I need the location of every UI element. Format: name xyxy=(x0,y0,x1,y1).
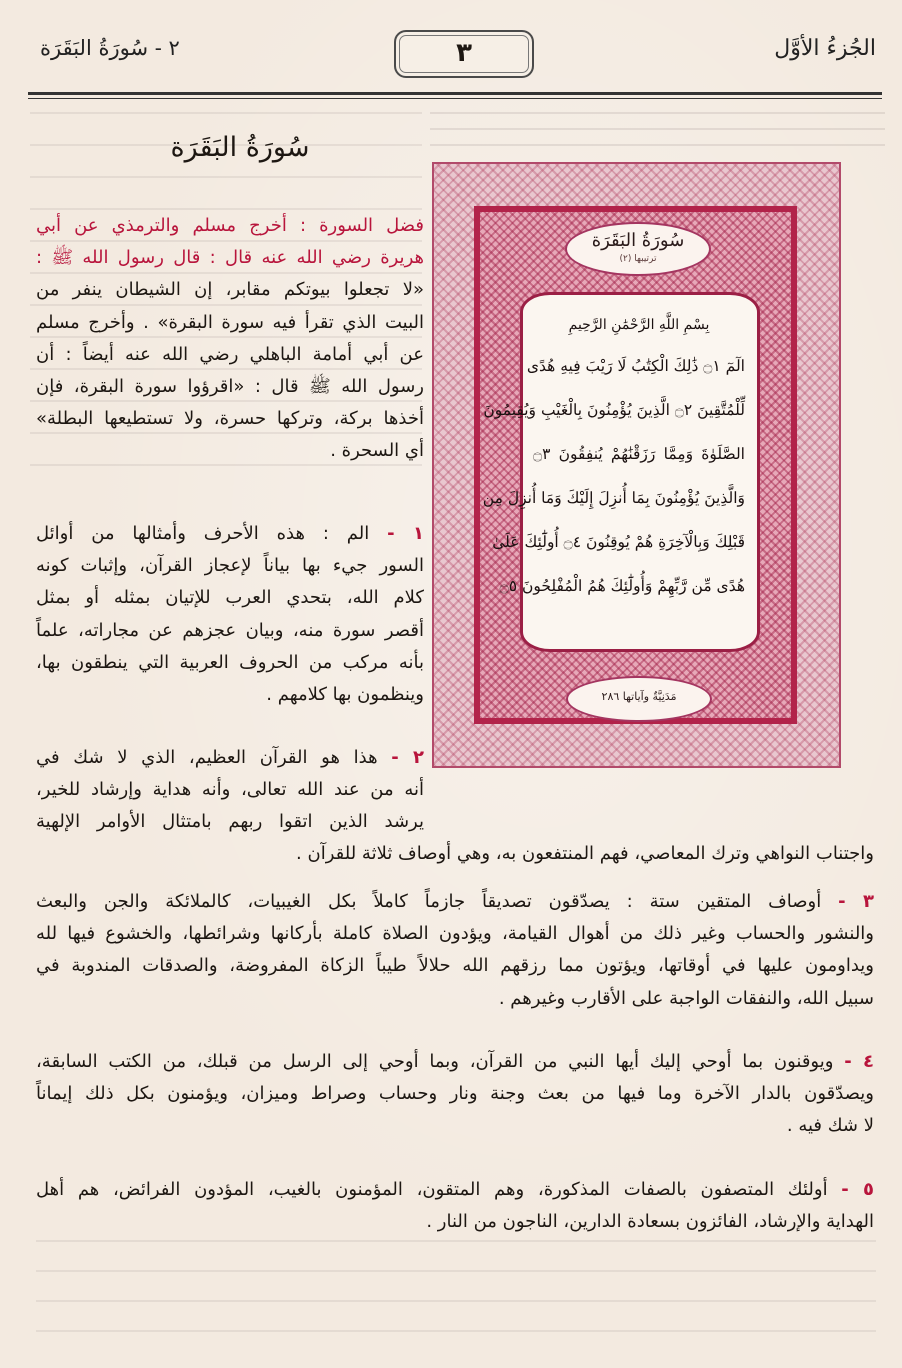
intro-line: «لا تجعلوا بيوتكم مقابر، إن الشيطان ينفر من xyxy=(36,279,424,301)
note-line: كلام الله، بتحدي العرب للإتيان بمثله أو بمثل xyxy=(36,587,424,609)
note-line: أقصر سورة منه، وبيان عجزهم عن مجاراته، علماً xyxy=(36,619,424,641)
note-line: ويصدّقون بالدار الآخرة وما فيها من بعث وجنة ونار وحساب وصراط وميزان، ويؤمنون بكل ذلك إيماناً xyxy=(36,1083,874,1105)
note-5 xyxy=(36,1174,874,1238)
note-line: السور جيء بها بياناً لإعجاز القرآن، وإثبات كونه xyxy=(36,555,424,577)
verse-panel xyxy=(482,292,760,652)
note-line: واجتناب النواهي وترك المعاصي، فهم المنتفعون به، وهي أوصاف ثلاثة للقرآن . xyxy=(296,843,874,864)
cartouche-order: ترتيبها (٢) xyxy=(619,254,657,264)
basmala: بِسْمِ اللَّهِ الرَّحْمَٰنِ الرَّحِيمِ xyxy=(568,317,710,333)
note-number: ١ - xyxy=(387,523,424,544)
bleed-through-text-bottom xyxy=(36,1240,876,1350)
verse-line: الٓمٓ ۝١ ذَٰلِكَ الْكِتَٰبُ لَا رَيْبَ فِيهِ هُدًى xyxy=(526,357,745,375)
note-line: وينظمون بها كلامهم . xyxy=(266,683,424,705)
note-line: الم : هذه الأحرف وأمثالها من أوائل xyxy=(36,523,388,544)
intro-line: هريرة رضي الله عنه قال : قال رسول الله ﷺ : xyxy=(36,247,424,269)
note-number: ٣ - xyxy=(838,891,874,912)
note-line: أنه من عند الله تعالى، وأنه هداية وإرشاد للخير، xyxy=(36,779,424,801)
note-line: لا شك فيه . xyxy=(786,1115,874,1137)
verse-line: قَبْلِكَ وَبِالْآخِرَةِ هُمْ يُوقِنُونَ ۝٤ أُولَٰٓئِكَ عَلَىٰ xyxy=(492,533,745,551)
note-line: ويوقنون بما أوحي إليك أيها النبي من القرآن، وبما أوحي إلى الرسل من قبلك، من الكتب السابقة، xyxy=(36,1051,845,1072)
running-surah-title: ٢ - سُورَةُ البَقَرَة xyxy=(40,36,180,60)
note-line: يرشد الذين اتقوا ربهم بامتثال الأوامر الإلهية xyxy=(36,811,424,833)
note-number: ٥ - xyxy=(841,1179,874,1200)
note-line: بأنه مركب من الحروف العربية التي ينطقون بها، xyxy=(36,651,424,673)
intro-line: أخرج مسلم والترمذي عن أبي xyxy=(36,215,300,236)
bottom-cartouche xyxy=(566,676,712,722)
note-3 xyxy=(36,886,874,1015)
intro-line: أخذها بركة، وتركها حسرة، ولا تستطيعها البطلة» xyxy=(36,408,424,430)
verse-line: الصَّلَوٰةَ وَمِمَّا رَزَقْنَٰهُمْ يُنفِقُونَ ۝٣ xyxy=(533,445,745,463)
header-rule-thick xyxy=(28,92,882,95)
note-2-continued xyxy=(36,838,874,870)
note-number: ٤ - xyxy=(844,1051,874,1072)
intro-line: البيت الذي تقرأ فيه سورة البقرة» . وأخرج مسلم xyxy=(36,311,424,333)
note-1 xyxy=(36,518,424,711)
page-number-box xyxy=(394,30,534,78)
note-line: الهداية والإرشاد، الفائزون بسعادة الدارين، الناجون من النار . xyxy=(426,1211,874,1233)
intro-paragraph xyxy=(36,210,424,468)
note-line: هذا هو القرآن العظيم، الذي لا شك في xyxy=(36,747,392,768)
bottom-cartouche-text: مَدَنِيَّةٌ وآياتها ٢٨٦ xyxy=(601,690,677,703)
note-line: أوصاف المتقين ستة : يصدّقون تصديقاً جازماً كاملاً بكل الغيبيات، كالملائكة والجن والبعث xyxy=(36,891,839,912)
note-line: ويداومون عليها في أوقاتها، ويؤتون مما رزقهم الله حلالاً طيباً الزكاة المفروضة، والصدقات المندوبة في xyxy=(36,955,874,977)
note-line: سبيل الله، والنفقات الواجبة على الأقارب وغيرهم . xyxy=(498,987,874,1009)
intro-line: عن أبي أمامة الباهلي رضي الله عنه أيضاً : أن xyxy=(36,343,424,365)
verse-line: هُدًى مِّن رَّبِّهِمْ وَأُولَٰٓئِكَ هُمُ الْمُفْلِحُونَ ۝٥ xyxy=(499,577,745,595)
juz-title: الجُزءُ الأوَّل xyxy=(774,36,876,61)
note-number: ٢ - xyxy=(391,747,424,768)
verse-line: لِّلْمُتَّقِينَ ۝٢ الَّذِينَ يُؤْمِنُونَ بِالْغَيْبِ وَيُقِيمُونَ xyxy=(483,401,745,419)
note-line: والنشور والحساب وغير ذلك من أهوال القيامة، ويؤدون الصلاة كاملة بأركانها وشرائطها، والخشوع فيها لله xyxy=(36,923,874,945)
intro-line: أي السحرة . xyxy=(330,440,424,462)
intro-label: فضل السورة : xyxy=(299,215,424,236)
verse-line: وَالَّذِينَ يُؤْمِنُونَ بِمَا أُنزِلَ إِلَيْكَ وَمَا أُنزِلَ مِن xyxy=(482,489,745,507)
page-header xyxy=(22,22,882,96)
header-rule-thin xyxy=(28,98,882,99)
note-line: أولئك المتصفون بالصفات المذكورة، وهم المتقون، المؤمنون بالغيب، المؤدون الفرائض، هم أهل xyxy=(36,1179,842,1200)
note-4 xyxy=(36,1046,874,1143)
note-2 xyxy=(36,742,424,839)
page-number: ٣ xyxy=(456,38,472,68)
surah-title: سُورَةُ البَقَرَة xyxy=(170,132,310,163)
surah-title-cartouche xyxy=(565,222,711,276)
cartouche-title: سُورَةُ البَقَرَة xyxy=(591,230,685,251)
intro-line: رسول الله ﷺ قال : «اقرؤوا سورة البقرة، فإن xyxy=(36,375,424,397)
bleed-through-text-top xyxy=(430,112,885,160)
